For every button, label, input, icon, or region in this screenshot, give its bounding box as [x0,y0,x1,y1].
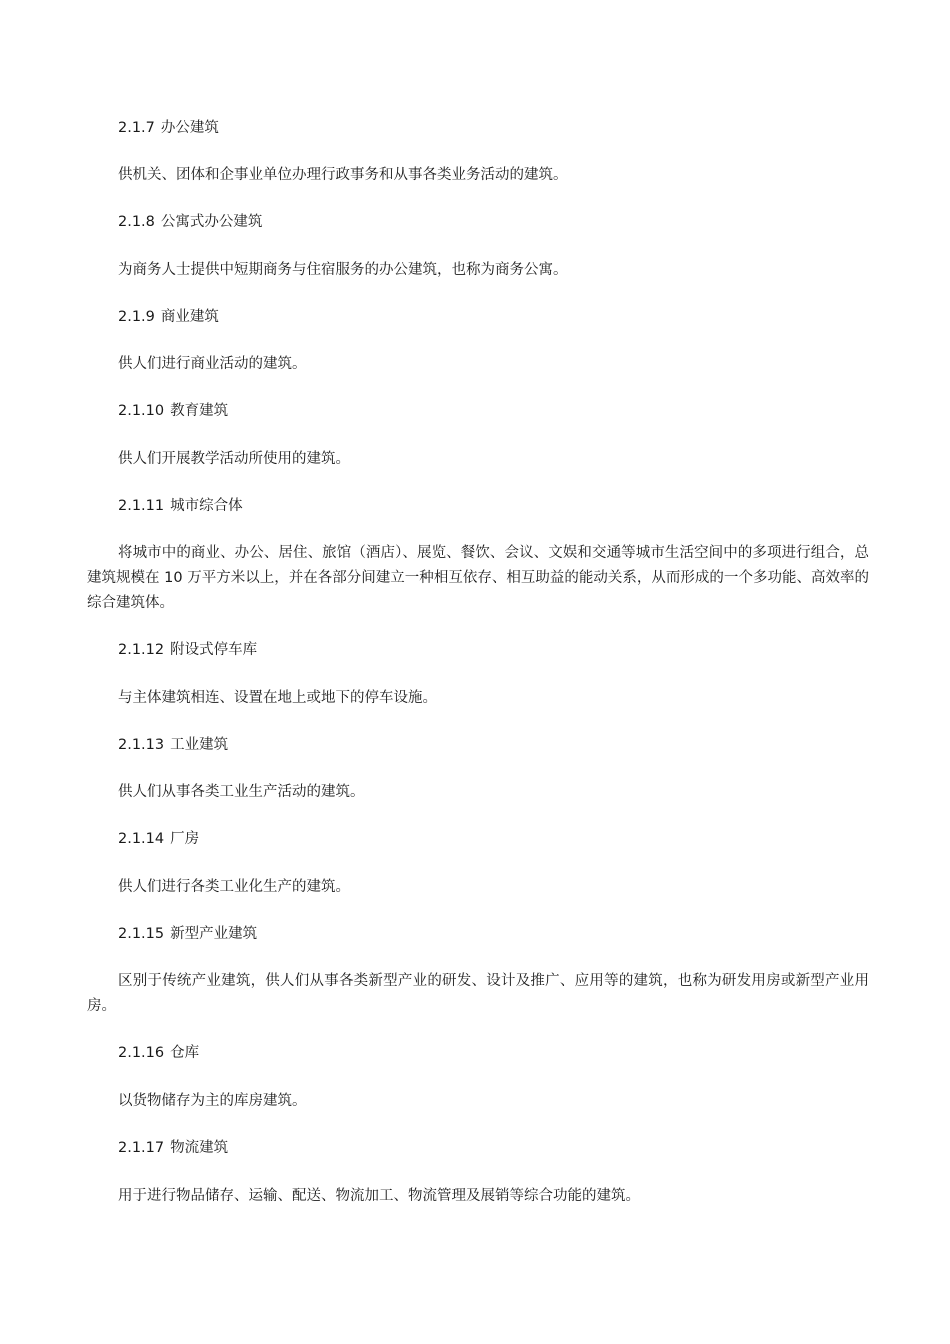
section-title: 物流建筑 [170,1140,229,1156]
section-body: 为商务人士提供中短期商务与住宿服务的办公建筑，也称为商务公寓。 [118,262,568,278]
section-heading [118,1138,228,1158]
section-number: 2.1.12 [118,642,165,658]
section-body: 供人们开展教学活动所使用的建筑。 [118,451,350,467]
section-heading [118,829,199,849]
section-number: 2.1.13 [118,737,165,753]
section-title: 城市综合体 [170,498,243,514]
section-heading [118,735,228,755]
section-heading [118,212,262,232]
section-heading [118,1043,199,1063]
section-title: 厂房 [170,831,200,847]
section-heading [118,496,243,516]
section-title: 工业建筑 [170,737,229,753]
section-number: 2.1.15 [118,926,165,942]
section-number: 2.1.17 [118,1140,165,1156]
section-body: 与主体建筑相连、设置在地上或地下的停车设施。 [118,690,437,706]
section-title: 商业建筑 [160,309,219,325]
section-heading [118,118,219,138]
section-number: 2.1.14 [118,831,165,847]
section-number: 2.1.16 [118,1045,165,1061]
section-body: 供人们进行各类工业化生产的建筑。 [118,879,350,895]
section-title: 附设式停车库 [170,642,258,658]
section-title: 教育建筑 [170,403,229,419]
section-title: 新型产业建筑 [170,926,258,942]
section-body: 以货物储存为主的库房建筑。 [118,1093,307,1109]
section-number: 2.1.8 [118,214,155,230]
section-number: 2.1.11 [118,498,165,514]
section-title: 公寓式办公建筑 [160,214,263,230]
section-number: 2.1.10 [118,403,165,419]
section-body: 将城市中的商业、办公、居住、旅馆（酒店）、展览、餐饮、会议、文娱和交通等城市生活空间中的多项进行组合，总建筑规模在 10 万平方米以上，并在各部分间建立一种相互依存、相互助益的能动关系，从而形成的一个多功能、高效率的综合建筑体。 [87,545,869,611]
section-heading [118,307,219,327]
section-heading [118,924,257,944]
section-number: 2.1.9 [118,309,155,325]
section-title: 办公建筑 [160,120,219,136]
section-body: 供机关、团体和企事业单位办理行政事务和从事各类业务活动的建筑。 [118,167,568,183]
section-body: 供人们从事各类工业生产活动的建筑。 [118,784,365,800]
section-body: 用于进行物品储存、运输、配送、物流加工、物流管理及展销等综合功能的建筑。 [118,1188,640,1204]
section-heading [118,401,228,421]
section-body: 区别于传统产业建筑，供人们从事各类新型产业的研发、设计及推广、应用等的建筑，也称为研发用房或新型产业用房。 [87,973,869,1014]
section-number: 2.1.7 [118,120,155,136]
section-title: 仓库 [170,1045,200,1061]
section-heading [118,640,257,660]
section-body: 供人们进行商业活动的建筑。 [118,356,307,372]
